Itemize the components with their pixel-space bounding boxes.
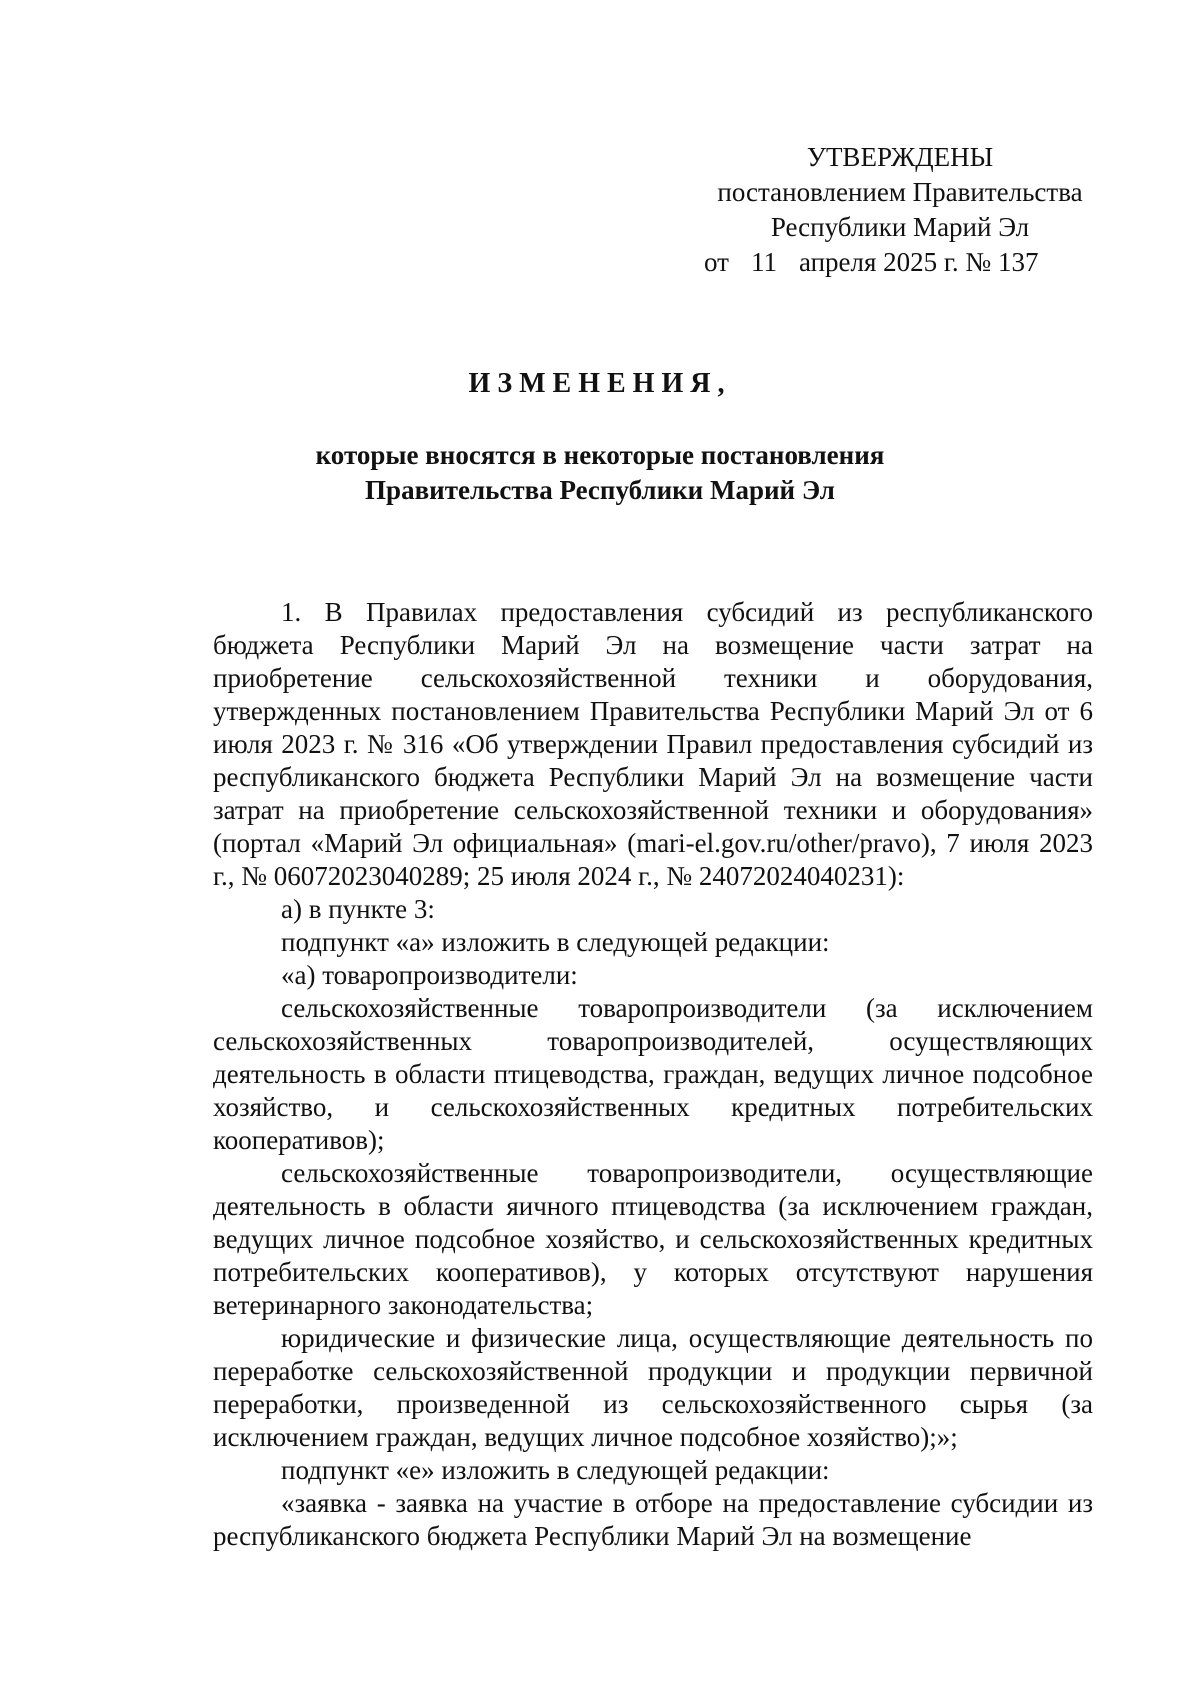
document-body [213, 596, 1093, 1553]
paragraph-producers-heading: «а) товаропроизводители: [281, 960, 578, 990]
approval-date-rest: апреля 2025 г. № 137 [798, 247, 1039, 277]
approval-issuer-line: постановлением Правительства [717, 177, 1083, 207]
subtitle-line-2: Правительства Республики Марий Эл [365, 475, 835, 505]
paragraph-instruction-a: подпункт «а» изложить в следующей редакции: [281, 927, 830, 957]
paragraph-instruction-e: подпункт «е» изложить в следующей редакции: [281, 1455, 830, 1485]
paragraph-subitem-a: а) в пункте 3: [281, 894, 435, 924]
paragraph-application: «заявка - заявка на участие в отборе на предоставление субсидии из республиканского бюджета Республики Марий Эл на возмещение [213, 1488, 1093, 1551]
approval-region-line: Республики Марий Эл [770, 212, 1030, 242]
approval-date-prefix: от [704, 247, 729, 277]
paragraph-producers-2: сельскохозяйственные товаропроизводители, осуществляющие деятельность в области яичного птицеводства (за исключением граждан, ведущих личное подсобное хозяйство, и сельскохозяйственных кредитных потребительских кооперативов), у которых отсутствуют нарушения ветеринарного законодательства; [213, 1158, 1093, 1320]
approval-block [700, 140, 1100, 280]
paragraph-producers-1: сельскохозяйственные товаропроизводители (за исключением сельскохозяйственных товаропроизводителей, осуществляющих деятельность в области птицеводства, граждан, ведущих личное подсобное хозяйство, и сельскохозяйственных кредитных потребительских кооперативов); [213, 993, 1093, 1155]
document-subtitle [0, 438, 1200, 508]
approval-date-line [700, 245, 1100, 280]
subtitle-line-1: которые вносятся в некоторые постановления [315, 440, 885, 470]
document-title: ИЗМЕНЕНИЯ, [468, 368, 732, 399]
paragraph-producers-3: юридические и физические лица, осуществляющие деятельность по переработке сельскохозяйственной продукции и продукции первичной переработки, произведенной из сельскохозяйственного сырья (за исключением граждан, ведущих личное подсобное хозяйство);»; [213, 1323, 1093, 1452]
approval-heading: УТВЕРЖДЕНЫ [806, 142, 994, 172]
paragraph-item-1: 1. В Правилах предоставления субсидий из республиканского бюджета Республики Марий Эл на возмещение части затрат на приобретение сельскохозяйственной техники и оборудования, утвержденных постановлением Правительства Республики Марий Эл от 6 июля 2023 г. № 316 «Об утверждении Правил предоставления субсидий из республиканского бюджета Республики Марий Эл на возмещение части затрат на приобретение сельскохозяйственной техники и оборудования» (портал «Марий Эл официальная» (mari-el.gov.ru/other/pravo), 7 июля 2023 г., № 06072023040289; 25 июля 2024 г., № 24072024040231): [213, 597, 1093, 891]
approval-date-day: 11 [750, 247, 777, 277]
